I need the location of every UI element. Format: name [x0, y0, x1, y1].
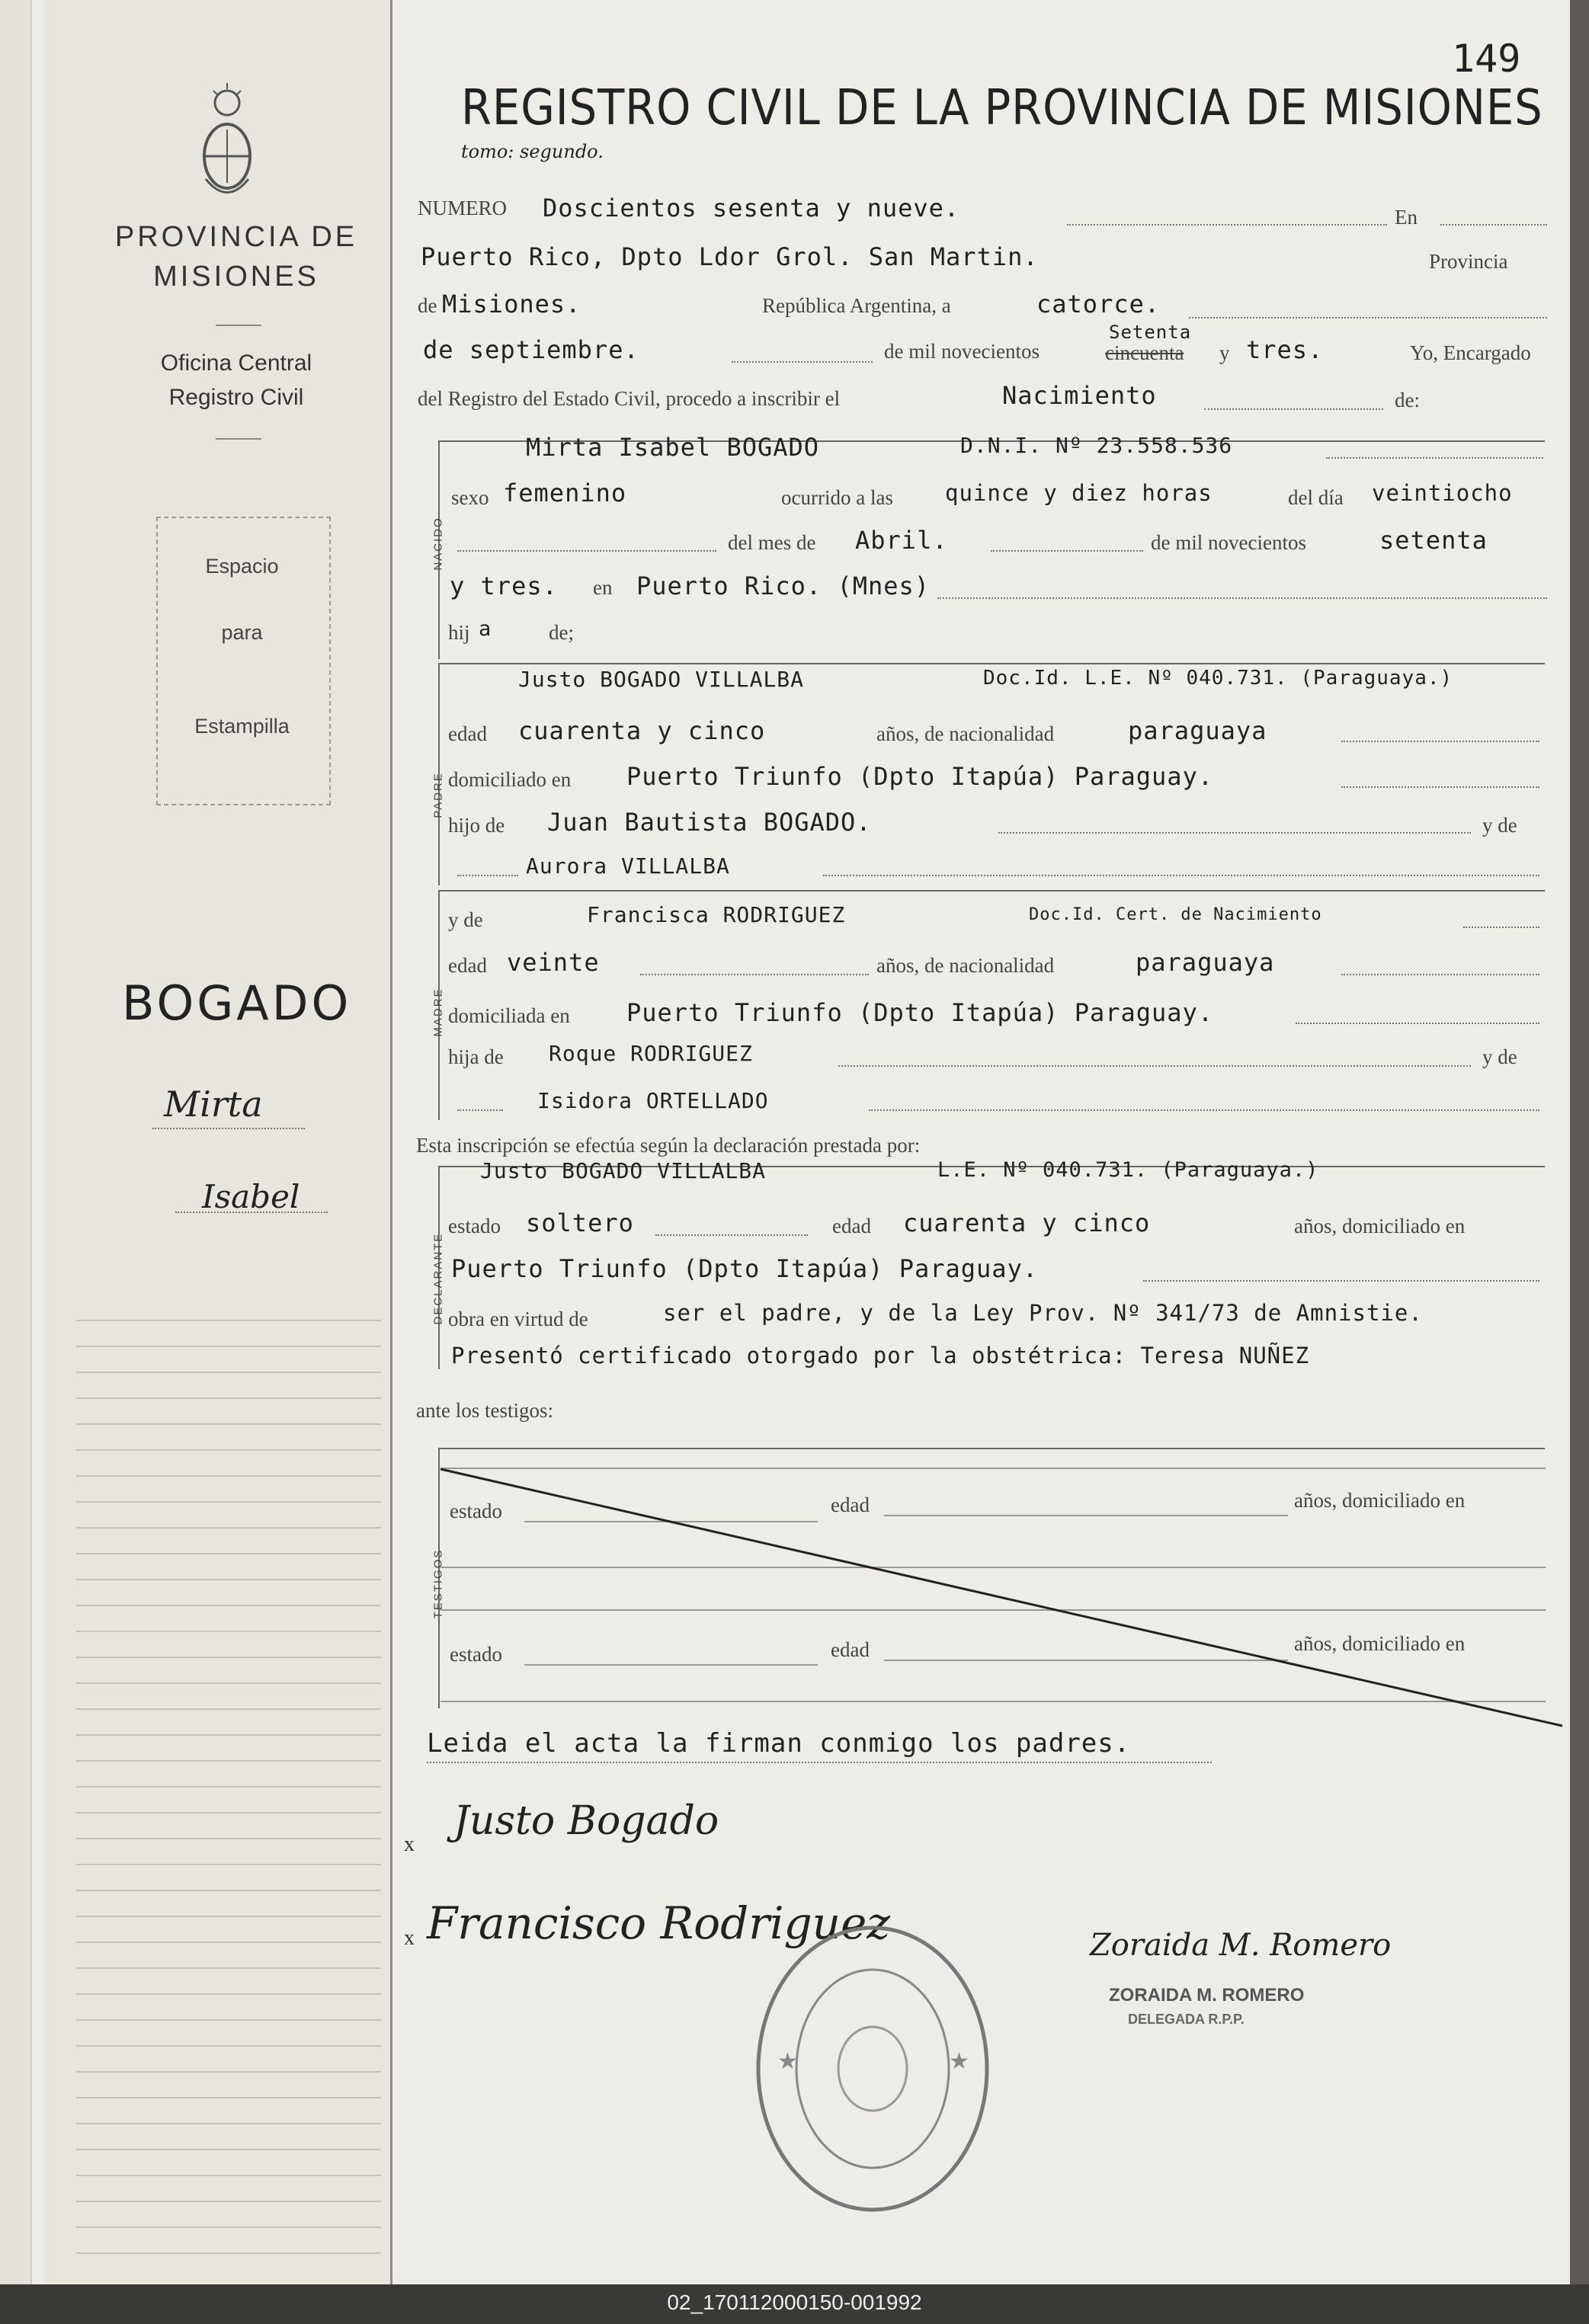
label-edad: edad	[448, 954, 487, 977]
field-dia-nac: veintiocho	[1372, 480, 1513, 506]
label-estado: estado	[450, 1500, 502, 1522]
label-de-colon: de:	[1395, 389, 1420, 411]
label-republica: República Argentina, a	[762, 294, 951, 317]
field-madre-edad: veinte	[507, 948, 600, 977]
label-anos-nac: años, de nacionalidad	[876, 722, 1055, 745]
field-madre-doc: Doc.Id. Cert. de Nacimiento	[1029, 905, 1322, 924]
field-lugar-nac: Puerto Rico. (Mnes)	[636, 571, 931, 600]
province-line2: MISIONES	[153, 261, 319, 293]
document-title: REGISTRO CIVIL DE LA PROVINCIA DE MISIONES	[461, 80, 1543, 136]
closing-statement: Leida el acta la firman conmigo los padres.	[427, 1728, 1131, 1759]
stamp-label3: Estampilla	[194, 715, 290, 738]
margin-given-name1: Mirta	[164, 1084, 263, 1125]
margin-surname: BOGADO	[122, 975, 352, 1031]
label-declarante: DECLARANTE	[431, 1232, 445, 1325]
inscription-statement: Esta inscripción se efectúa según la declaración prestada por:	[416, 1134, 921, 1157]
field-padre-padre: Juan Bautista BOGADO.	[547, 808, 872, 837]
field-mes-nac: Abril.	[855, 526, 948, 555]
field-decl-estado: soltero	[526, 1208, 634, 1237]
label-domiciliado-en: domiciliado en	[448, 768, 572, 791]
officer-title-stamp: DELEGADA R.P.P.	[1128, 2012, 1245, 2027]
label-ante-testigos: ante los testigos:	[416, 1399, 553, 1422]
label-del-registro: del Registro del Estado Civil, procedo a inscribir el	[418, 387, 841, 410]
field-hora: quince y diez horas	[945, 480, 1213, 506]
field-madre-dom: Puerto Triunfo (Dpto Itapúa) Paraguay.	[626, 998, 1214, 1027]
label-de-semi: de;	[549, 621, 574, 644]
label-obra: obra en virtud de	[448, 1308, 588, 1330]
label-anos-dom: años, domiciliado en	[1294, 1215, 1466, 1237]
field-padre-madre: Aurora VILLALBA	[526, 853, 730, 879]
field-provincia: Misiones.	[442, 290, 581, 319]
label-nacido: NACIDO	[431, 517, 445, 571]
label-anos-dom: años, domiciliado en	[1294, 1632, 1466, 1655]
label-y: y	[1219, 341, 1230, 364]
label-en: En	[1395, 206, 1418, 229]
label-y-de: y de	[1482, 814, 1517, 837]
field-anio-inserted: Setenta	[1109, 322, 1192, 343]
field-madre-nombre: Francisca RODRIGUEZ	[587, 902, 846, 927]
label-yo: Yo, Encargado	[1410, 341, 1531, 364]
label-del-dia: del día	[1288, 486, 1344, 509]
field-madre-madre: Isidora ORTELLADO	[537, 1088, 769, 1113]
label-mil-novecientos: de mil novecientos	[884, 340, 1040, 363]
label-hija-de: hija de	[448, 1045, 504, 1068]
label-padre: PADRE	[431, 772, 445, 818]
label-anos-dom: años, domiciliado en	[1294, 1489, 1466, 1512]
office-line1: Oficina Central	[160, 351, 312, 376]
margin-given-name2: Isabel	[202, 1178, 300, 1215]
label-de: de	[418, 294, 437, 317]
field-decl-virtud: ser el padre, y de la Ley Prov. Nº 341/73 de Amnistie.	[663, 1300, 1423, 1326]
label-en-lower: en	[593, 576, 613, 599]
label-ocurrido: ocurrido a las	[781, 486, 893, 509]
label-edad: edad	[831, 1638, 870, 1661]
label-y-de: y de	[448, 908, 483, 931]
signature-father: Justo Bogado	[453, 1798, 719, 1844]
label-numero: NUMERO	[418, 197, 508, 219]
x-mark: x	[404, 1833, 415, 1856]
field-dia: catorce.	[1036, 290, 1161, 319]
officer-name-stamp: ZORAIDA M. ROMERO	[1109, 1985, 1305, 2005]
field-acto: Nacimiento	[1002, 381, 1157, 410]
field-decl-nombre: Justo BOGADO VILLALBA	[480, 1158, 767, 1183]
field-hij-suffix: a	[479, 617, 492, 641]
field-decl-doc: L.E. Nº 040.731. (Paraguaya.)	[937, 1158, 1319, 1182]
field-madre-nac: paraguaya	[1136, 948, 1275, 977]
label-del-mes: del mes de	[728, 531, 816, 554]
field-padre-dom: Puerto Triunfo (Dpto Itapúa) Paraguay.	[626, 762, 1214, 791]
field-sexo: femenino	[503, 479, 627, 507]
label-estado: estado	[450, 1643, 502, 1666]
field-padre-doc: Doc.Id. L.E. Nº 040.731. (Paraguaya.)	[983, 667, 1453, 690]
label-madre: MADRE	[431, 988, 445, 1037]
field-anio-struck: cincuenta	[1105, 341, 1184, 364]
label-edad: edad	[832, 1215, 871, 1237]
field-lugar: Puerto Rico, Dpto Ldor Grol. San Martin.	[421, 242, 1039, 271]
svg-text:★: ★	[949, 2049, 969, 2074]
label-domiciliada-en: domiciliada en	[448, 1004, 570, 1027]
field-mes: de septiembre.	[423, 335, 639, 364]
field-decl-dom: Puerto Triunfo (Dpto Itapúa) Paraguay.	[451, 1254, 1039, 1283]
x-mark: x	[404, 1926, 415, 1950]
field-anio-nac2: y tres.	[450, 571, 558, 600]
label-edad: edad	[448, 722, 487, 745]
label-hijo-de: hijo de	[448, 814, 505, 837]
label-anos-nac: años, de nacionalidad	[876, 954, 1055, 977]
signature-officer: Zoraida M. Romero	[1090, 1928, 1392, 1963]
footer-document-id: 02_170112000150-001992	[667, 2290, 922, 2314]
tomo-note: tomo: segundo.	[461, 141, 604, 162]
field-dni: D.N.I. Nº 23.558.536	[960, 433, 1233, 458]
label-sexo: sexo	[451, 486, 489, 509]
field-padre-nombre: Justo BOGADO VILLALBA	[518, 667, 805, 692]
field-anio-end: tres.	[1246, 335, 1324, 364]
label-y-de: y de	[1482, 1045, 1517, 1068]
label-de-mil-novecientos: de mil novecientos	[1151, 531, 1306, 554]
province-line1: PROVINCIA DE	[114, 221, 358, 253]
field-anio-nac: setenta	[1379, 526, 1488, 555]
stamp-label1: Espacio	[205, 555, 279, 578]
label-hij: hij	[448, 621, 470, 644]
label-estado: estado	[448, 1215, 501, 1237]
field-padre-edad: cuarenta y cinco	[518, 716, 766, 745]
page-number: 149	[1452, 37, 1521, 81]
label-edad: edad	[831, 1493, 870, 1516]
label-provincia: Provincia	[1429, 250, 1508, 273]
field-decl-edad: cuarenta y cinco	[903, 1208, 1151, 1237]
office-line2: Registro Civil	[168, 385, 304, 410]
official-seal-icon	[754, 1924, 991, 2214]
label-testigos: TESTIGOS	[431, 1548, 445, 1619]
svg-text:★: ★	[777, 2049, 798, 2074]
field-presento: Presentó certificado otorgado por la obstétrica: Teresa NUÑEZ	[451, 1343, 1310, 1368]
field-nombre: Mirta Isabel BOGADO	[526, 433, 820, 462]
field-padre-nac: paraguaya	[1128, 716, 1267, 745]
stamp-label2: para	[221, 621, 263, 644]
field-madre-padre: Roque RODRIGUEZ	[549, 1041, 753, 1066]
signature-mother: Francisco Rodriguez	[427, 1897, 890, 1949]
dotline	[427, 1762, 1212, 1763]
field-numero: Doscientos sesenta y nueve.	[543, 194, 960, 222]
